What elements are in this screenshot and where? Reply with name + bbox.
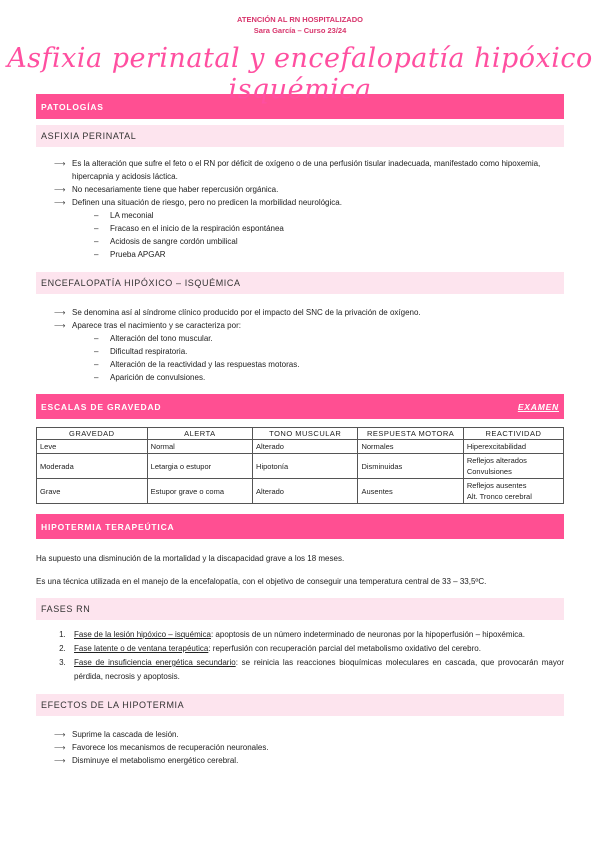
table-cell: Hipotonía [253, 454, 358, 479]
sub-list-item: – LA meconial [94, 209, 560, 222]
fase-text: : reperfusión con recuperación parcial del metabolismo oxidativo del cerebro. [208, 644, 481, 653]
list-item [56, 196, 560, 261]
table-cell: Alterado [253, 440, 358, 454]
sub-list-item: – Fracaso en el inicio de la respiración espontánea [94, 222, 560, 235]
subsection-title: ENCEFALOPATÍA HIPÓXICO – ISQUÉMICA [41, 278, 241, 288]
table-cell: Normal [147, 440, 252, 454]
table-cell: Letargia o estupor [147, 454, 252, 479]
column-header: RESPUESTA MOTORA [358, 428, 463, 440]
section-title: HIPOTERMIA TERAPEÚTICA [41, 521, 175, 532]
subsection-asfixia [36, 125, 564, 147]
section-bar-hipotermia [36, 514, 564, 539]
cell-line: Convulsiones [466, 467, 512, 476]
column-header: ALERTA [147, 428, 252, 440]
section-bar-escalas [36, 394, 564, 419]
table-cell: Grave [37, 479, 148, 504]
table-cell [463, 454, 563, 479]
subsection-efectos [36, 694, 564, 716]
table-cell: Normales [358, 440, 463, 454]
column-header: TONO MUSCULAR [253, 428, 358, 440]
fases-list [0, 628, 600, 684]
sub-list-item: – Aparición de convulsiones. [94, 371, 560, 384]
subsection-title: FASES RN [41, 604, 91, 614]
fase-label: Fase latente o de ventana terapéutica [74, 644, 209, 653]
sub-list-item: – Alteración del tono muscular. [94, 332, 560, 345]
list-item [68, 628, 564, 642]
list-item: ⟶ No necesariamente tiene que haber repercusión orgánica. [56, 183, 560, 196]
list-item: ⟶ Favorece los mecanismos de recuperación neuronales. [56, 741, 560, 754]
cell-line: Reflejos alterados [466, 456, 527, 465]
fase-label: Fase de la lesión hipóxico – isquémica [74, 630, 211, 639]
column-header: REACTIVIDAD [463, 428, 563, 440]
list-item-text: Definen una situación de riesgo, pero no predicen la morbilidad neurológica. [72, 198, 342, 207]
table-cell: Alterado [253, 479, 358, 504]
list-item: ⟶ Es la alteración que sufre el feto o el RN por déficit de oxígeno o de una perfusión tisular inadecuada, manifestado como hipoxemia, hipercapnia y acidosis láctica. [56, 157, 560, 183]
list-item [68, 656, 564, 684]
list-item: ⟶ Disminuye el metabolismo energético cerebral. [56, 754, 560, 767]
list-item-text: Aparece tras el nacimiento y se caracteriza por: [72, 321, 241, 330]
author-line: Sara García – Curso 23/24 [253, 26, 347, 35]
subsection-title: ASFIXIA PERINATAL [41, 131, 137, 141]
severity-table [36, 427, 564, 504]
fase-text: : apoptosis de un número indeterminado de neuronas por la hipoperfusión – hipoxémica. [210, 630, 525, 639]
table-cell: Estupor grave o coma [147, 479, 252, 504]
table-cell: Hiperexcitabilidad [463, 440, 563, 454]
table-cell: Disminuidas [358, 454, 463, 479]
table-header-row [37, 428, 564, 440]
section-title: ESCALAS DE GRAVEDAD [41, 401, 162, 412]
encefalopatia-list [0, 306, 600, 384]
cell-line: Reflejos ausentes [466, 481, 527, 490]
list-item [68, 642, 564, 656]
sub-list-item: – Dificultad respiratoria. [94, 345, 560, 358]
subsection-encefalopatia [36, 272, 564, 294]
list-item: ⟶ Se denomina así al síndrome clínico producido por el impacto del SNC de la privación de oxígeno. [56, 306, 560, 319]
course-header: ATENCIÓN AL RN HOSPITALIZADO [237, 15, 363, 24]
subsection-fases [36, 598, 564, 620]
fase-label: Fase de insuficiencia energética secundario [74, 658, 236, 667]
sub-list-item: – Prueba APGAR [94, 248, 560, 261]
table-cell: Ausentes [358, 479, 463, 504]
table-cell: Leve [37, 440, 148, 454]
section-title: PATOLOGÍAS [41, 101, 104, 112]
cell-line: Alt. Tronco cerebral [466, 492, 532, 501]
paragraph: Es una técnica utilizada en el manejo de la encefalopatía, con el objetivo de conseguir una temperatura central de 33 – 33,5ºC. [36, 577, 487, 586]
paragraph: Ha supuesto una disminución de la mortalidad y la discapacidad grave a los 18 meses. [36, 554, 345, 563]
table-row [37, 479, 564, 504]
list-item [56, 319, 560, 384]
encefalopatia-sublist [72, 332, 560, 384]
page-title: Asfixia perinatal y encefalopatía hipóxico isquémica [7, 43, 593, 105]
table-row [37, 440, 564, 454]
asfixia-list [0, 157, 600, 261]
exam-tag: EXAMEN [517, 401, 559, 412]
table-cell [463, 479, 563, 504]
efectos-list [0, 728, 600, 767]
table-row [37, 454, 564, 479]
column-header: GRAVEDAD [37, 428, 148, 440]
fase-text: : se reinicia las reacciones bioquímicas moleculares en cascada, que provocarán mayor pérdida, necrosis y apoptosis. [74, 658, 564, 681]
list-item: ⟶ Suprime la cascada de lesión. [56, 728, 560, 741]
asfixia-sublist [72, 209, 560, 261]
table-cell: Moderada [37, 454, 148, 479]
sub-list-item: – Alteración de la reactividad y las respuestas motoras. [94, 358, 560, 371]
subsection-title: EFECTOS DE LA HIPOTERMIA [41, 700, 185, 710]
sub-list-item: – Acidosis de sangre cordón umbilical [94, 235, 560, 248]
